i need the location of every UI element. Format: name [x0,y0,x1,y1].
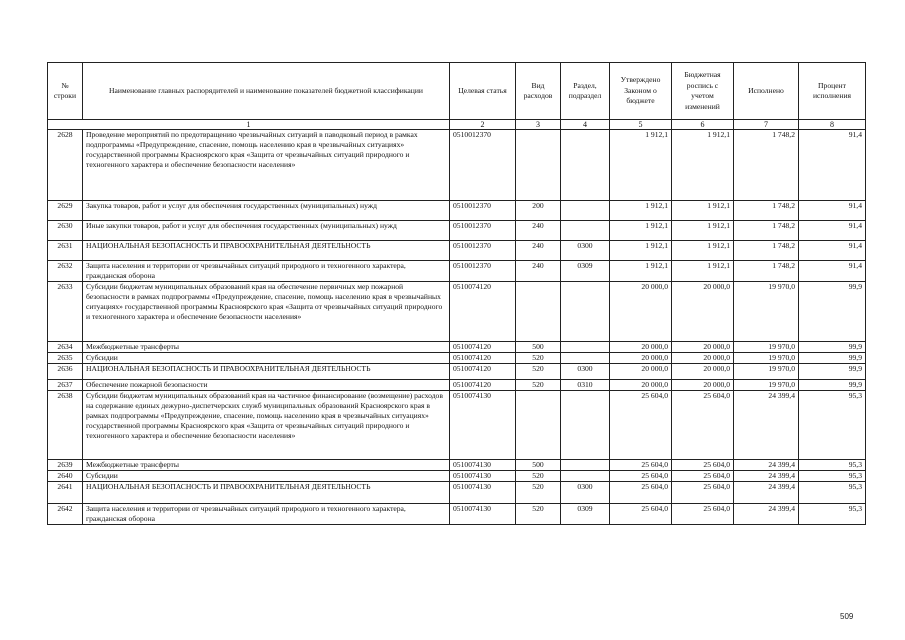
section-subsection [561,282,610,342]
section-subsection [561,130,610,201]
section-subsection [561,201,610,221]
header-approved: Утверждено Законом о бюджете [610,63,672,120]
schedule-amount: 25 604,0 [672,471,734,482]
executed-amount: 24 399,4 [734,504,799,525]
expense-kind: 240 [516,261,561,282]
schedule-amount: 20 000,0 [672,282,734,342]
schedule-amount: 25 604,0 [672,391,734,460]
approved-amount: 20 000,0 [610,353,672,364]
target-article: 0510074120 [450,353,516,364]
section-subsection [561,221,610,241]
row-number: 2635 [48,353,83,364]
section-subsection: 0300 [561,364,610,380]
executed-amount: 19 970,0 [734,364,799,380]
execution-percent: 95,3 [799,504,866,525]
schedule-amount: 20 000,0 [672,364,734,380]
approved-amount: 1 912,1 [610,221,672,241]
approved-amount: 1 912,1 [610,201,672,221]
approved-amount: 25 604,0 [610,460,672,471]
approved-amount: 20 000,0 [610,342,672,353]
approved-amount: 20 000,0 [610,364,672,380]
target-article: 0510074130 [450,482,516,504]
row-number: 2628 [48,130,83,201]
col-number: 2 [450,120,516,130]
header-percent: Процент исполнения [799,63,866,120]
execution-percent: 99,9 [799,342,866,353]
executed-amount: 1 748,2 [734,221,799,241]
executed-amount: 19 970,0 [734,353,799,364]
expense-kind: 240 [516,221,561,241]
row-name: НАЦИОНАЛЬНАЯ БЕЗОПАСНОСТЬ И ПРАВООХРАНИТЕЛЬНАЯ ДЕЯТЕЛЬНОСТЬ [83,364,450,380]
row-number: 2636 [48,364,83,380]
header-num: № строки [48,63,83,120]
row-number: 2641 [48,482,83,504]
column-numbers-row [48,120,866,130]
budget-table [47,62,866,525]
col-number: 5 [610,120,672,130]
section-subsection [561,471,610,482]
row-name: Проведение мероприятий по предотвращению чрезвычайных ситуаций в паводковый период в рамках подпрограммы «Предупреждение, спасение, помощь населению края в чрезвычайных ситуациях» государственной программы Красноярского края «Защита от чрезвычайных ситуаций природного и техногенного характера и обеспечение безопасности населения» [83,130,450,201]
approved-amount: 1 912,1 [610,130,672,201]
execution-percent: 99,9 [799,364,866,380]
execution-percent: 95,3 [799,471,866,482]
row-name: Субсидии бюджетам муниципальных образований края на частичное финансирование (возмещение) расходов на содержание единых дежурно-диспетчерских служб муниципальных образований Красноярского края в рамках подпрограммы «Предупреждение, спасение, помощь населению края в чрезвычайных ситуациях» государственной программы Красноярского края «Защита от чрезвычайных ситуаций природного и техногенного характера и обеспечение безопасности населения» [83,391,450,460]
row-name: НАЦИОНАЛЬНАЯ БЕЗОПАСНОСТЬ И ПРАВООХРАНИТЕЛЬНАЯ ДЕЯТЕЛЬНОСТЬ [83,482,450,504]
schedule-amount: 20 000,0 [672,353,734,364]
row-number: 2642 [48,504,83,525]
approved-amount: 20 000,0 [610,380,672,391]
table-row [48,460,866,471]
schedule-amount: 1 912,1 [672,241,734,261]
header-code: Целевая статья [450,63,516,120]
target-article: 0510012370 [450,241,516,261]
target-article: 0510074120 [450,364,516,380]
section-subsection [561,391,610,460]
execution-percent: 91,4 [799,130,866,201]
section-subsection [561,353,610,364]
schedule-amount: 1 912,1 [672,130,734,201]
header-executed: Исполнено [734,63,799,120]
expense-kind [516,391,561,460]
target-article: 0510074130 [450,504,516,525]
expense-kind: 500 [516,342,561,353]
expense-kind: 520 [516,364,561,380]
row-name: Иные закупки товаров, работ и услуг для обеспечения государственных (муниципальных) нужд [83,221,450,241]
section-subsection: 0310 [561,380,610,391]
section-subsection: 0300 [561,241,610,261]
target-article: 0510074120 [450,282,516,342]
row-name: Защита населения и территории от чрезвычайных ситуаций природного и техногенного характера, гражданская оборона [83,504,450,525]
expense-kind: 520 [516,482,561,504]
target-article: 0510012370 [450,130,516,201]
expense-kind: 520 [516,471,561,482]
execution-percent: 91,4 [799,201,866,221]
execution-percent: 95,3 [799,482,866,504]
row-name: НАЦИОНАЛЬНАЯ БЕЗОПАСНОСТЬ И ПРАВООХРАНИТЕЛЬНАЯ ДЕЯТЕЛЬНОСТЬ [83,241,450,261]
approved-amount: 25 604,0 [610,391,672,460]
section-subsection: 0309 [561,504,610,525]
section-subsection: 0300 [561,482,610,504]
expense-kind: 520 [516,353,561,364]
executed-amount: 24 399,4 [734,391,799,460]
col-number: 3 [516,120,561,130]
section-subsection [561,342,610,353]
schedule-amount: 25 604,0 [672,482,734,504]
schedule-amount: 1 912,1 [672,221,734,241]
target-article: 0510074130 [450,460,516,471]
executed-amount: 19 970,0 [734,380,799,391]
execution-percent: 99,9 [799,353,866,364]
row-number: 2634 [48,342,83,353]
approved-amount: 25 604,0 [610,504,672,525]
header-section: Раздел, подраздел [561,63,610,120]
executed-amount: 1 748,2 [734,201,799,221]
expense-kind: 520 [516,504,561,525]
row-number: 2639 [48,460,83,471]
row-name: Субсидии бюджетам муниципальных образований края на обеспечение первичных мер пожарной безопасности в рамках подпрограммы «Предупреждение, спасение, помощь населению края в чрезвычайных ситуациях» государственной программы Красноярского края «Защита от чрезвычайных ситуаций природного и техногенного характера и обеспечение безопасности населения» [83,282,450,342]
expense-kind: 500 [516,460,561,471]
table-row [48,391,866,460]
expense-kind [516,282,561,342]
schedule-amount: 25 604,0 [672,460,734,471]
row-name: Межбюджетные трансферты [83,342,450,353]
row-name: Субсидии [83,353,450,364]
table-row [48,342,866,353]
row-name: Защита населения и территории от чрезвычайных ситуаций природного и техногенного характера, гражданская оборона [83,261,450,282]
section-subsection [561,460,610,471]
approved-amount: 25 604,0 [610,482,672,504]
execution-percent: 91,4 [799,221,866,241]
executed-amount: 19 970,0 [734,342,799,353]
target-article: 0510012370 [450,221,516,241]
schedule-amount: 25 604,0 [672,504,734,525]
expense-kind: 200 [516,201,561,221]
header-row [48,63,866,120]
schedule-amount: 20 000,0 [672,380,734,391]
execution-percent: 99,9 [799,282,866,342]
row-number: 2629 [48,201,83,221]
row-name: Межбюджетные трансферты [83,460,450,471]
col-number: 6 [672,120,734,130]
execution-percent: 95,3 [799,460,866,471]
table-row [48,261,866,282]
row-number: 2638 [48,391,83,460]
table-row [48,471,866,482]
schedule-amount: 1 912,1 [672,201,734,221]
executed-amount: 24 399,4 [734,471,799,482]
page-number: 509 [840,612,854,621]
row-number: 2632 [48,261,83,282]
row-number: 2637 [48,380,83,391]
target-article: 0510012370 [450,261,516,282]
row-number: 2640 [48,471,83,482]
approved-amount: 1 912,1 [610,241,672,261]
target-article: 0510074120 [450,380,516,391]
executed-amount: 1 748,2 [734,241,799,261]
col-number: 7 [734,120,799,130]
executed-amount: 24 399,4 [734,482,799,504]
target-article: 0510012370 [450,201,516,221]
table-row [48,221,866,241]
execution-percent: 91,4 [799,261,866,282]
row-name: Обеспечение пожарной безопасности [83,380,450,391]
table-row [48,201,866,221]
header-schedule: Бюджетная роспись с учетом изменений [672,63,734,120]
table-row [48,130,866,201]
execution-percent: 99,9 [799,380,866,391]
row-name: Субсидии [83,471,450,482]
executed-amount: 24 399,4 [734,460,799,471]
table-row [48,282,866,342]
executed-amount: 19 970,0 [734,282,799,342]
table-body [48,130,866,525]
table-row [48,241,866,261]
col-number: 8 [799,120,866,130]
section-subsection: 0309 [561,261,610,282]
expense-kind: 520 [516,380,561,391]
table-row [48,482,866,504]
executed-amount: 1 748,2 [734,261,799,282]
table-row [48,380,866,391]
execution-percent: 95,3 [799,391,866,460]
approved-amount: 20 000,0 [610,282,672,342]
target-article: 0510074130 [450,391,516,460]
row-number: 2633 [48,282,83,342]
executed-amount: 1 748,2 [734,130,799,201]
table-row [48,353,866,364]
approved-amount: 25 604,0 [610,471,672,482]
col-number: 1 [48,120,450,130]
table-row [48,364,866,380]
execution-percent: 91,4 [799,241,866,261]
row-name: Закупка товаров, работ и услуг для обеспечения государственных (муниципальных) нужд [83,201,450,221]
approved-amount: 1 912,1 [610,261,672,282]
header-name: Наименование главных распорядителей и наименование показателей бюджетной классификации [83,63,450,120]
col-number: 4 [561,120,610,130]
row-number: 2631 [48,241,83,261]
table-row [48,504,866,525]
schedule-amount: 20 000,0 [672,342,734,353]
schedule-amount: 1 912,1 [672,261,734,282]
target-article: 0510074120 [450,342,516,353]
expense-kind: 240 [516,241,561,261]
expense-kind [516,130,561,201]
header-kind: Вид расходов [516,63,561,120]
row-number: 2630 [48,221,83,241]
target-article: 0510074130 [450,471,516,482]
